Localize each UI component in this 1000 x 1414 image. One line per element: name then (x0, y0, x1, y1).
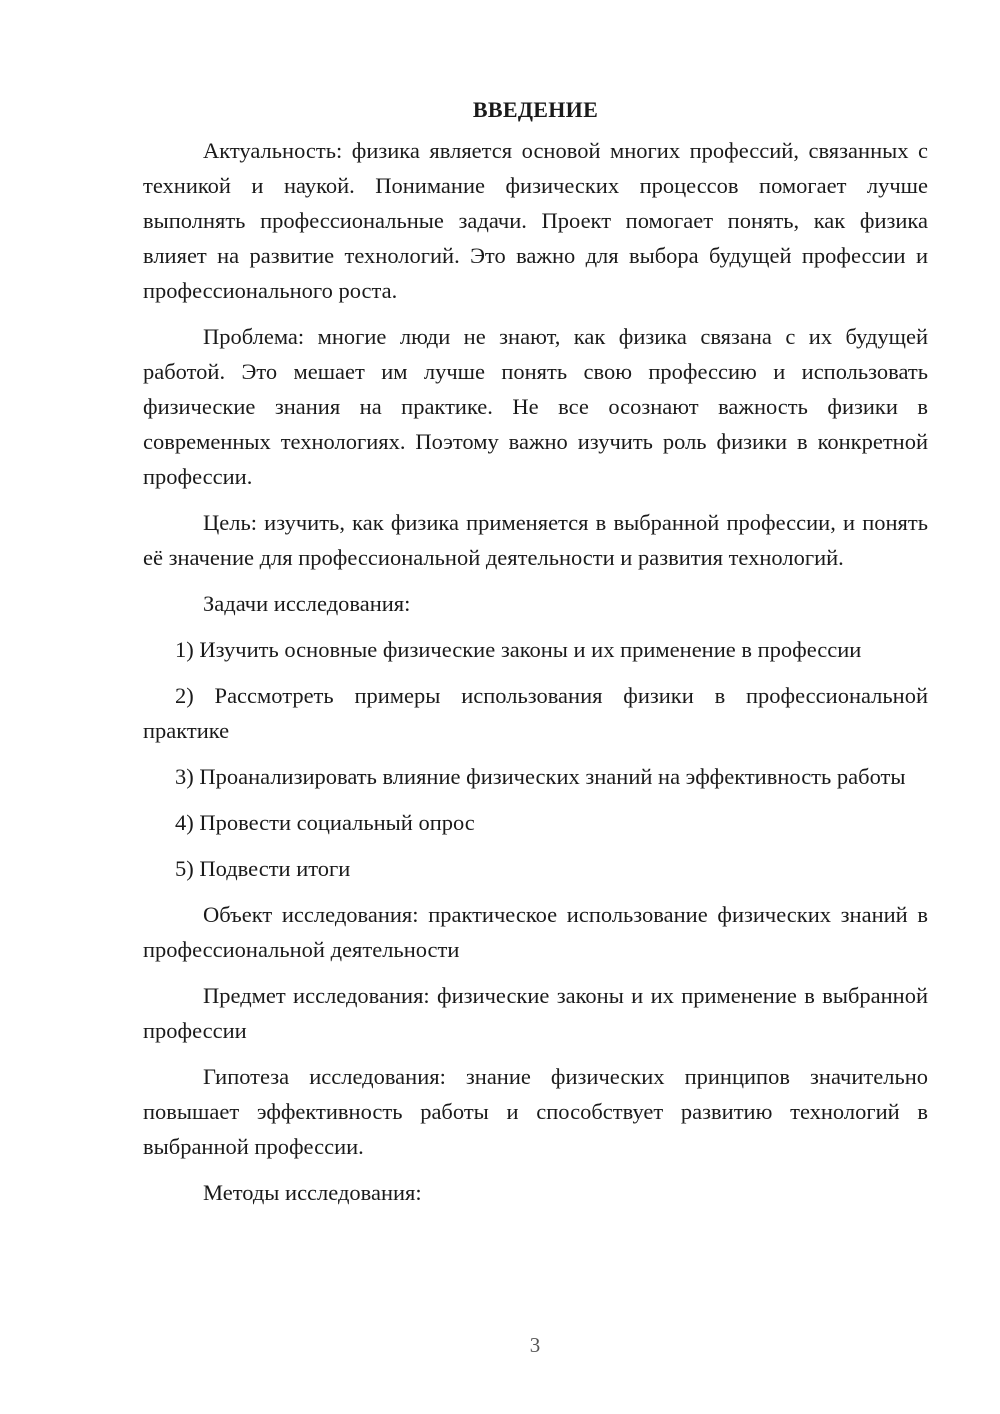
document-title: ВВЕДЕНИЕ (472, 97, 599, 122)
hypothesis-paragraph: Гипотеза исследования: знание физических принципов значительно повышает эффективность работы и способствует развитию технологий в выбранной профессии. (143, 1064, 928, 1159)
problem-paragraph: Проблема: многие люди не знают, как физика связана с их будущей работой. Это мешает им лучше понять свою профессию и использовать физические знания на практике. Не все осознают важность физики в современных технологиях. Поэтому важно изучить роль физики в конкретной профессии. (143, 324, 928, 489)
task-item: 2) Рассмотреть примеры использования физики в профессиональной практике (143, 683, 928, 743)
goal-paragraph: Цель: изучить, как физика применяется в выбранной профессии, и понять её значение для профессиональной деятельности и развития технологий. (143, 510, 928, 570)
task-item: 5) Подвести итоги (175, 856, 351, 881)
tasks-heading: Задачи исследования: (203, 591, 411, 616)
document-page (143, 92, 928, 1221)
subject-paragraph: Предмет исследования: физические законы и их применение в выбранной профессии (143, 983, 928, 1043)
methods-heading: Методы исследования: (203, 1180, 422, 1205)
object-paragraph: Объект исследования: практическое использование физических знаний в профессиональной деятельности (143, 902, 928, 962)
task-item: 3) Проанализировать влияние физических знаний на эффективность работы (175, 764, 906, 789)
tasks-list (143, 632, 928, 886)
page-number: 3 (529, 1333, 541, 1357)
task-item: 1) Изучить основные физические законы и их применение в профессии (175, 637, 862, 662)
task-item: 4) Провести социальный опрос (175, 810, 475, 835)
relevance-paragraph: Актуальность: физика является основой многих профессий, связанных с техникой и наукой. Понимание физических процессов помогает лучше выполнять профессиональные задачи. Проект помогает понять, как физика влияет на развитие технологий. Это важно для выбора будущей профессии и профессионального роста. (143, 138, 928, 303)
